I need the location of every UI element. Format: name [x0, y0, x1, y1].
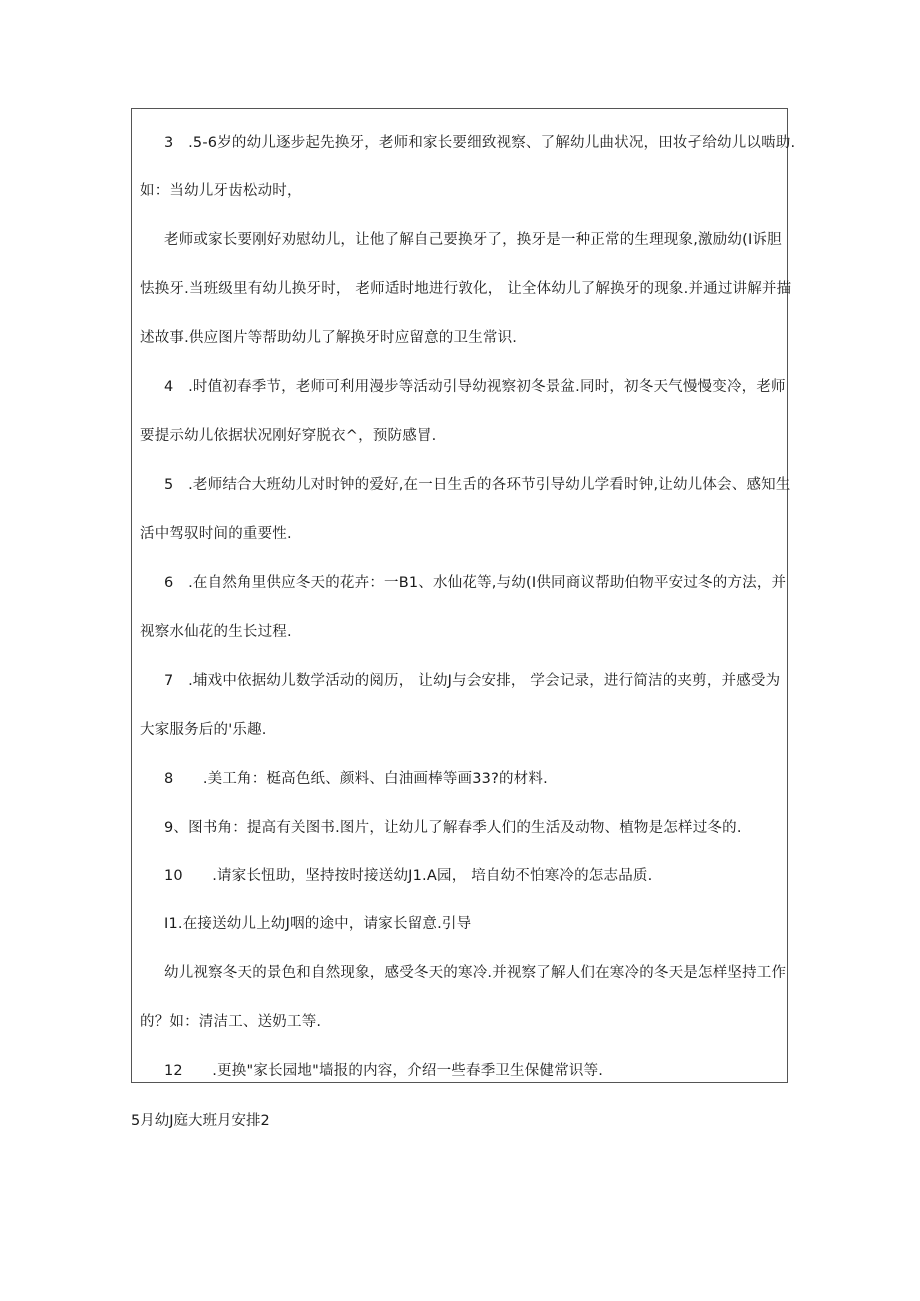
text-line-item-5a: 5 .老师结合大班幼儿对时钟的爱好,在一日生舌的各环节引导幼儿学看时钟,让幼儿体会、感知生	[164, 477, 791, 493]
text-line-para-1a: 老师或家长要刚好劝慰幼儿，让他了解自己要换牙了，换牙是一种正常的生理现象,激励幼(I诉胆	[164, 232, 782, 248]
text-line-item-6a: 6 .在自然角里供应冬天的花卉：一B1、水仙花等,与幼(I供同商议帮助伯物平安过冬的方法，并	[164, 575, 787, 591]
text-line-item-3a: 3 .5-6岁的幼儿逐步起先换牙，老师和家长要细致视察、了解幼儿曲状况，田妆孑给幼儿以啮助.	[164, 135, 796, 151]
text-line-item-3b: 如：当幼儿牙齿松动时，	[140, 183, 302, 199]
text-line-item-10: 10 .请家长忸助，坚持按时接送幼J1.A园， 培自幼不怕寒冷的怎志品质.	[164, 868, 653, 884]
text-line-item-7b: 大家服务后的'乐趣.	[140, 722, 267, 738]
document-table-cell	[131, 108, 788, 1083]
text-line-item-7a: 7 .埔戏中依据幼儿数学活动的阅历， 让幼J与会安排， 学会记录，进行简洁的夹剪，并感受为	[164, 673, 781, 689]
text-line-item-5b: 活中驾驭时间的重要性.	[140, 526, 292, 542]
text-line-item-9: 9、图书角：提高有关图书.图片，让幼儿了解春季人们的生活及动物、植物是怎样过冬的.	[164, 820, 742, 836]
text-line-item-4b: 要提示幼儿依据状况刚好穿脱衣^，预防感冒.	[140, 428, 437, 444]
text-line-item-12: 12 .更换"家长园地"墙报的内容，介绍一些春季卫生保健常识等.	[164, 1063, 604, 1079]
text-line-item-8: 8 .美工角：梃高色纸、颜料、白油画棒等画33?的材料.	[164, 771, 548, 787]
text-line-para-1b: 怯换牙.当班级里有幼儿换牙时， 老师适时地进行敦化， 让全体幼儿了解换牙的现象.并通过讲解并描	[140, 281, 792, 297]
text-line-item-4a: 4 .时值初春季节，老师可利用漫步等活动引导幼视察初冬景盆.同时，初冬天气慢慢变冷，老师	[164, 379, 786, 395]
text-line-item-11b: 幼儿视察冬天的景色和自然现象，感受冬天的寒冷.并视察了解人们在寒冷的冬天是怎样坚持工作	[164, 965, 787, 981]
text-line-item-11a: I1.在接送幼儿上幼J咽的途中，请家长留意.引导	[164, 916, 472, 932]
text-line-item-11c: 的？如：清洁工、送奶工等.	[140, 1014, 322, 1030]
section-title: 5月幼J庭大班月安排2	[131, 1113, 270, 1129]
text-line-para-1c: 述故事.供应图片等帮助幼儿了解换牙时应留意的卫生常识.	[140, 330, 518, 346]
text-line-item-6b: 视察水仙花的生长过程.	[140, 624, 292, 640]
